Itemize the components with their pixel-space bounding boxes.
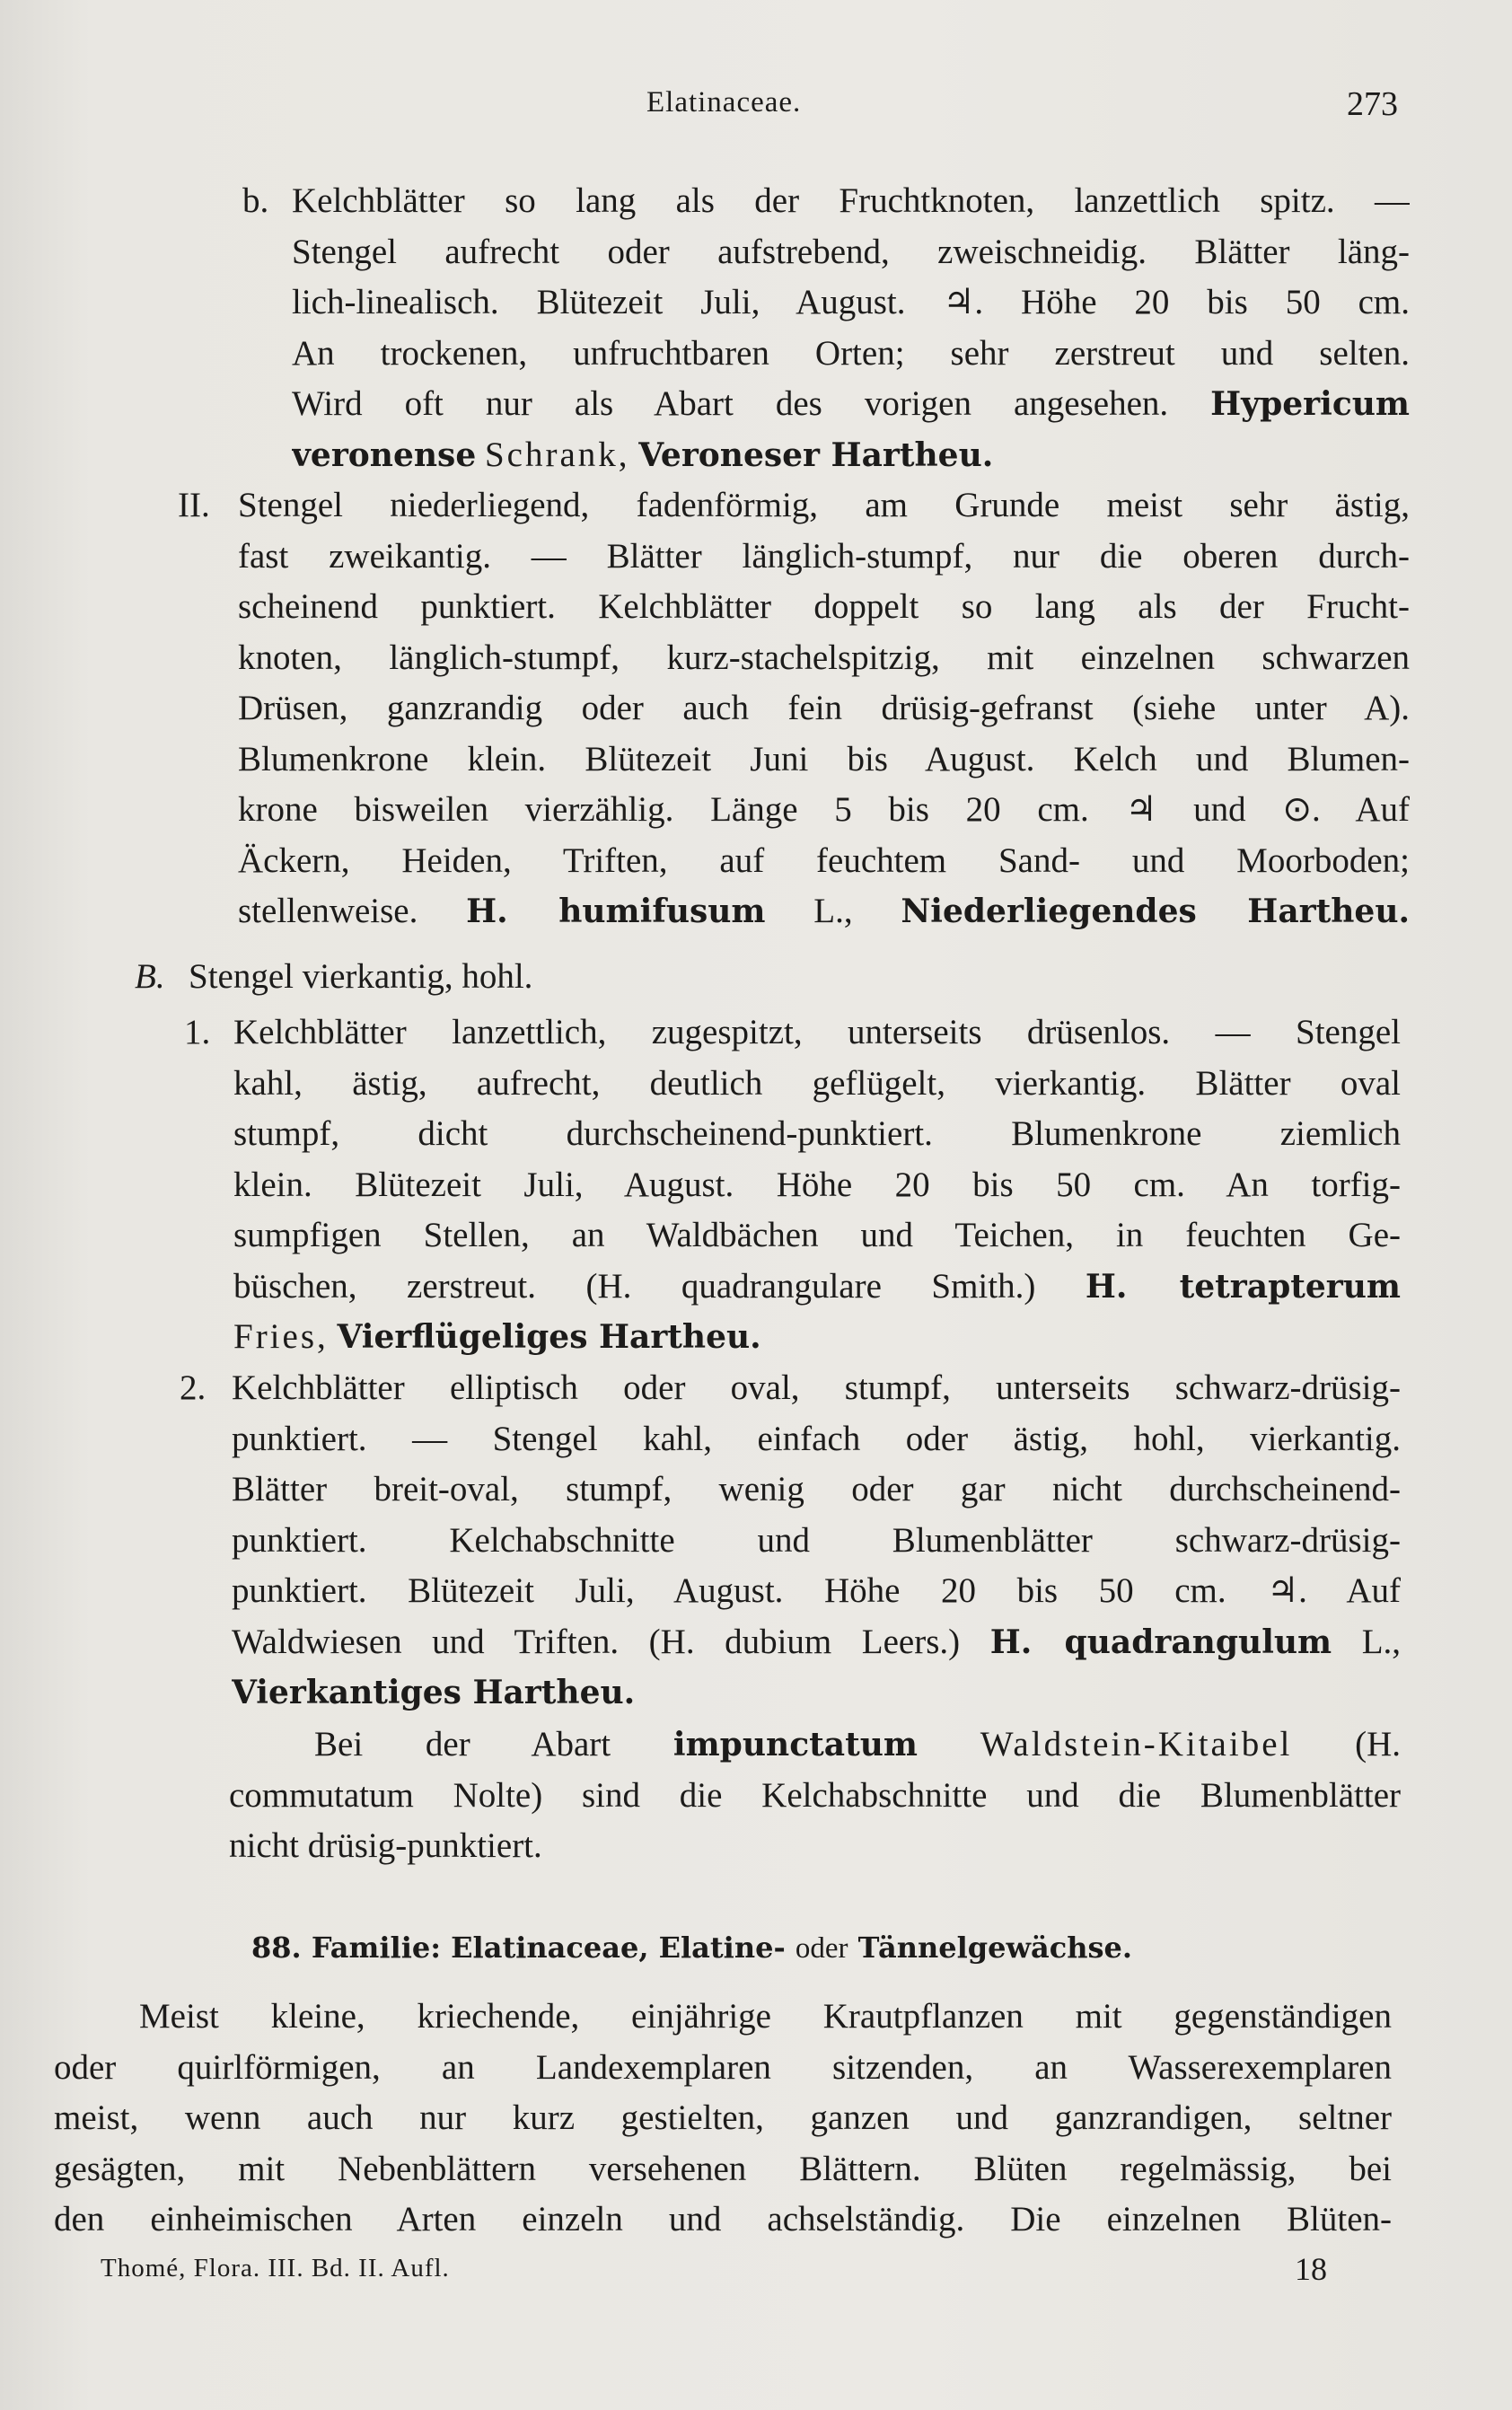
common-name: Vierkantiges Hartheu. xyxy=(232,1674,636,1711)
common-name: Vierflügeliges Hartheu. xyxy=(337,1318,761,1356)
text-segment: (H. xyxy=(1355,1725,1401,1764)
text-line: punktiert. Kelchabschnitte und Blumenblätter schwarz-drüsig- xyxy=(232,1520,1401,1560)
item-marker-ii: II. xyxy=(178,486,210,524)
text-line: Blätter breit-oval, stumpf, wenig oder gar nicht durchscheinend- xyxy=(232,1470,1401,1508)
item-marker-2: 2. xyxy=(180,1368,207,1407)
family-heading xyxy=(251,1931,1239,1966)
text-segment: büschen, zerstreut. (H. quadrangulare Smith.) xyxy=(233,1266,1036,1306)
paragraph-abart xyxy=(229,1720,1401,1872)
text-line xyxy=(233,1312,1401,1363)
text-line: gesägten, mit Nebenblättern versehenen Blättern. Blüten regelmässig, bei xyxy=(54,2149,1392,2188)
text-line: knoten, länglich-stumpf, kurz-stachelspitzig, mit einzelnen schwarzen xyxy=(238,638,1410,677)
running-title: Elatinaceae. xyxy=(646,86,802,119)
text-line: commutatum Nolte) sind die Kelchabschnitte und die Blumenblätter xyxy=(229,1775,1401,1815)
text-line: Drüsen, ganzrandig oder auch fein drüsig-gefranst (siehe unter A). xyxy=(238,689,1410,727)
running-head xyxy=(0,86,1512,131)
page-number: 273 xyxy=(1347,85,1398,123)
species-name: Hypericum xyxy=(1210,385,1410,423)
text-line: stumpf, dicht durchscheinend-punktiert. Blumenkrone ziemlich xyxy=(233,1114,1401,1153)
text-line: scheinend punktiert. Kelchblätter doppelt so lang als der Frucht- xyxy=(238,587,1410,626)
item-marker-b: b. xyxy=(242,181,269,220)
paragraph-b xyxy=(292,176,1410,480)
text-line: Stengel niederliegend, fadenförmig, am Grunde meist sehr ästig, xyxy=(238,486,1410,524)
text-segment: stellenweise. xyxy=(238,892,418,930)
text-line: Kelchblätter so lang als der Fruchtknoten, lanzettlich spitz. — xyxy=(292,181,1410,220)
footer-note: Thomé, Flora. III. Bd. II. Aufl. xyxy=(101,2254,450,2282)
text-line: An trockenen, unfruchtbaren Orten; sehr zerstreut und selten. xyxy=(292,333,1410,373)
text-line: meist, wenn auch nur kurz gestielten, ganzen und ganzrandigen, seltner xyxy=(54,2098,1392,2137)
text-segment: Waldwiesen und Triften. (H. dubium Leers.) xyxy=(232,1622,961,1661)
common-name: Veroneser Hartheu. xyxy=(638,435,994,474)
text-line: lich-linealisch. Blütezeit Juli, August. ♃. Höhe 20 bis 50 cm. xyxy=(292,283,1410,321)
text-line: sumpfigen Stellen, an Waldbächen und Teichen, in feuchten Ge- xyxy=(233,1216,1401,1254)
text-line xyxy=(232,1617,1401,1668)
text-line: klein. Blütezeit Juli, August. Höhe 20 bis 50 cm. An torfig- xyxy=(233,1165,1401,1204)
variety-name: impunctatum xyxy=(672,1726,918,1764)
text-line: krone bisweilen vierzählig. Länge 5 bis 20 cm. ♃ und ⊙. Auf xyxy=(238,790,1410,829)
species-name: H. quadrangulum xyxy=(989,1623,1332,1661)
text-line: nicht drüsig-punktiert. xyxy=(229,1826,542,1865)
text-line: punktiert. Blütezeit Juli, August. Höhe 20 bis 50 cm. ♃. Auf xyxy=(232,1571,1401,1610)
family-conjunction: oder xyxy=(795,1932,848,1965)
text-line: punktiert. — Stengel kahl, einfach oder ästig, hohl, vierkantig. xyxy=(232,1419,1401,1458)
paragraph-1 xyxy=(233,1007,1401,1363)
author-name: Fries, xyxy=(233,1317,329,1356)
species-name: H. humifusum xyxy=(466,893,766,930)
species-name: H. tetrapterum xyxy=(1085,1267,1401,1306)
text-line: Meist kleine, kriechende, einjährige Krautpflanzen mit gegenständigen xyxy=(139,1997,1392,2036)
text-segment: Bei der Abart xyxy=(314,1725,611,1764)
paragraph-ii xyxy=(238,480,1410,937)
page-footer xyxy=(101,2251,1358,2293)
item-marker-b-upper: B. xyxy=(135,957,165,996)
text-line: den einheimischen Arten einzeln und achselständig. Die einzelnen Blüten- xyxy=(54,2200,1392,2238)
text-line: Kelchblätter elliptisch oder oval, stumpf, unterseits schwarz-drüsig- xyxy=(232,1368,1401,1407)
paragraph-2 xyxy=(232,1363,1401,1719)
signature-mark: 18 xyxy=(1295,2251,1327,2287)
text-line xyxy=(229,1720,1401,1771)
text-line: fast zweikantig. — Blätter länglich-stumpf, nur die oberen durch- xyxy=(238,536,1410,576)
text-line: oder quirlförmigen, an Landexemplaren sitzenden, an Wasserexemplaren xyxy=(54,2047,1392,2087)
text-line: Blumenkrone klein. Blütezeit Juni bis August. Kelch und Blumen- xyxy=(238,739,1410,778)
text-line: Äckern, Heiden, Triften, auf feuchtem Sand- und Moorboden; xyxy=(238,840,1410,880)
text-segment: Wird oft nur als Abart des vorigen angesehen. xyxy=(292,384,1169,423)
text-line xyxy=(238,886,1410,937)
item-marker-1: 1. xyxy=(184,1013,211,1051)
text-line: Stengel aufrecht oder aufstrebend, zweischneidig. Blätter läng- xyxy=(292,232,1410,271)
family-common-name: Tännelgewächse. xyxy=(857,1931,1133,1965)
common-name: Niederliegendes Hartheu. xyxy=(901,893,1410,930)
author-name: L., xyxy=(1361,1622,1401,1661)
text-line xyxy=(292,379,1410,430)
text-line xyxy=(232,1667,1401,1719)
author-name: Schrank, xyxy=(484,435,630,474)
author-name: Waldstein-Kitaibel xyxy=(980,1725,1293,1764)
family-title: 88. Familie: Elatinaceae, Elatine- xyxy=(251,1931,786,1965)
section-text: Stengel vierkantig, hohl. xyxy=(189,957,533,996)
text-line: kahl, ästig, aufrecht, deutlich geflügelt, vierkantig. Blätter oval xyxy=(233,1063,1401,1103)
text-line: Kelchblätter lanzettlich, zugespitzt, unterseits drüsenlos. — Stengel xyxy=(233,1013,1401,1051)
text-line xyxy=(233,1262,1401,1313)
author-name: L., xyxy=(813,892,853,930)
family-description xyxy=(54,1992,1392,2246)
text-line xyxy=(292,430,1410,481)
species-name: veronense xyxy=(292,435,477,474)
